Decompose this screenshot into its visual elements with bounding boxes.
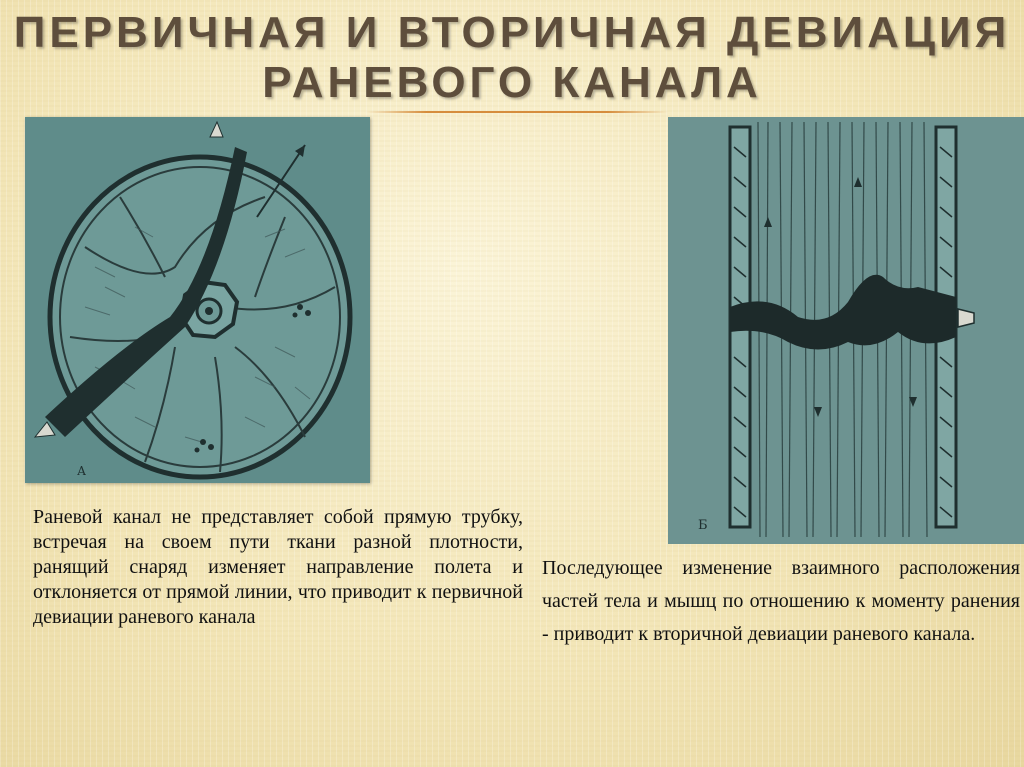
- secondary-deviation-description: Последующее изменение взаимного расположения частей тела и мышц по отношению к моменту ранения - приводит к вторичной девиации раневого канала.: [542, 557, 1020, 645]
- primary-deviation-figure: [25, 117, 370, 483]
- limb-cross-section-illustration: [25, 117, 370, 483]
- slide-title: [0, 8, 1024, 108]
- title-underline: [366, 111, 668, 113]
- slide-title-line-2: РАНЕВОГО КАНАЛА: [262, 58, 762, 107]
- slide-title-line-1: ПЕРВИЧНАЯ И ВТОРИЧНАЯ ДЕВИАЦИЯ: [13, 8, 1011, 57]
- secondary-deviation-figure: [668, 117, 1024, 544]
- right-figure-label: Б: [698, 518, 708, 533]
- longitudinal-section-illustration: [668, 117, 1024, 544]
- primary-deviation-description: Раневой канал не представляет собой прямую трубку, встречая на своем пути ткани разной плотности, ранящий снаряд изменяет направление полета и отклоняется от прямой линии, что приводит к первичной девиации раневого канала: [33, 506, 523, 628]
- left-figure-label: А: [77, 464, 87, 478]
